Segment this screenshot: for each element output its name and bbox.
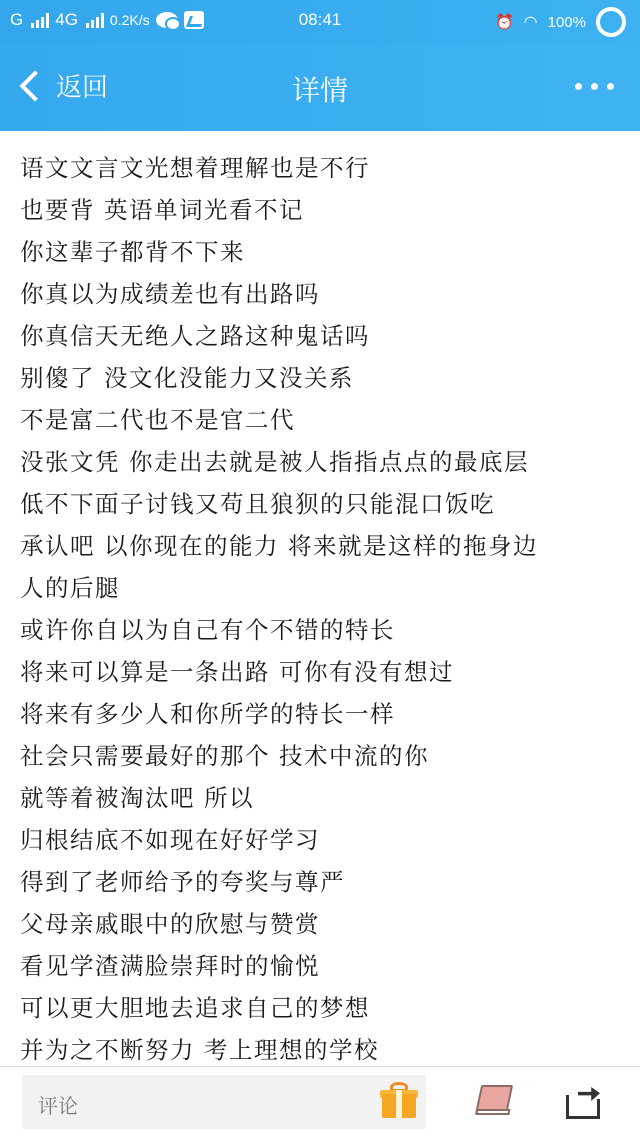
text-line: 人的后腿 — [20, 574, 120, 602]
more-button[interactable] — [575, 83, 614, 90]
back-label: 返回 — [56, 73, 109, 103]
text-line: 归根结底不如现在好好学习 — [20, 826, 320, 854]
carrier-label: G — [10, 10, 24, 29]
text-line: 得到了老师给予的夸奖与尊严 — [20, 868, 345, 896]
nav-bar — [0, 43, 640, 131]
text-line: 不是富二代也不是官二代 — [20, 406, 295, 434]
text-line: 并为之不断努力 考上理想的学校 — [20, 1036, 379, 1064]
comment-placeholder: 评论 — [38, 1094, 78, 1118]
network-speed: 0.2K/s — [109, 12, 150, 28]
text-line: 社会只需要最好的那个 技术中流的你 — [20, 742, 429, 770]
battery-ring-icon — [596, 7, 626, 37]
text-line: 父母亲戚眼中的欣慰与赞赏 — [20, 910, 320, 938]
book-icon[interactable] — [474, 1081, 514, 1121]
text-line: 你真信天无绝人之路这种鬼话吗 — [20, 322, 370, 350]
text-line: 也要背 英语单词光看不记 — [20, 196, 304, 224]
text-line: 看见学渣满脸崇拜时的愉悦 — [20, 952, 320, 980]
wifi-icon: ◠ — [523, 14, 538, 31]
text-line: 你真以为成绩差也有出路吗 — [20, 280, 320, 308]
text-line: 你这辈子都背不下来 — [20, 238, 245, 266]
text-line: 可以更大胆地去追求自己的梦想 — [20, 994, 370, 1022]
comment-input[interactable] — [22, 1075, 426, 1129]
book-pages — [475, 1109, 510, 1115]
text-lines — [20, 153, 630, 1066]
text-line: 就等着被淘汰吧 所以 — [20, 784, 254, 812]
network-label: 4G — [55, 10, 78, 29]
text-line: 承认吧 以你现在的能力 将来就是这样的拖身边 — [20, 532, 538, 560]
text-line: 将来有多少人和你所学的特长一样 — [20, 700, 395, 728]
more-dot — [607, 83, 614, 90]
text-line: 别傻了 没文化没能力又没关系 — [20, 364, 354, 392]
gift-ribbon — [396, 1090, 402, 1118]
page-title: 详情 — [291, 74, 348, 107]
text-line: 没张文凭 你走出去就是被人指指点点的最底层 — [20, 448, 529, 476]
text-line: 将来可以算是一条出路 可你有没有想过 — [20, 658, 454, 686]
bottom-bar — [0, 1066, 640, 1138]
status-bar — [0, 0, 640, 43]
post-content[interactable] — [0, 131, 640, 1066]
text-line: 低不下面子讨钱又苟且狼狈的只能混口饭吃 — [20, 490, 495, 518]
gift-icon[interactable] — [380, 1082, 418, 1118]
status-time: 08:41 — [298, 10, 342, 29]
more-dot — [591, 83, 598, 90]
text-line: 或许你自以为自己有个不错的特长 — [20, 616, 395, 644]
battery-label: 100% — [547, 13, 586, 31]
more-dots-icon — [575, 83, 582, 90]
alarm-icon: ⏰ — [494, 14, 514, 31]
text-line: 语文文言文光想着理解也是不行 — [20, 154, 370, 182]
status-right — [495, 7, 626, 37]
share-icon[interactable] — [566, 1085, 604, 1119]
